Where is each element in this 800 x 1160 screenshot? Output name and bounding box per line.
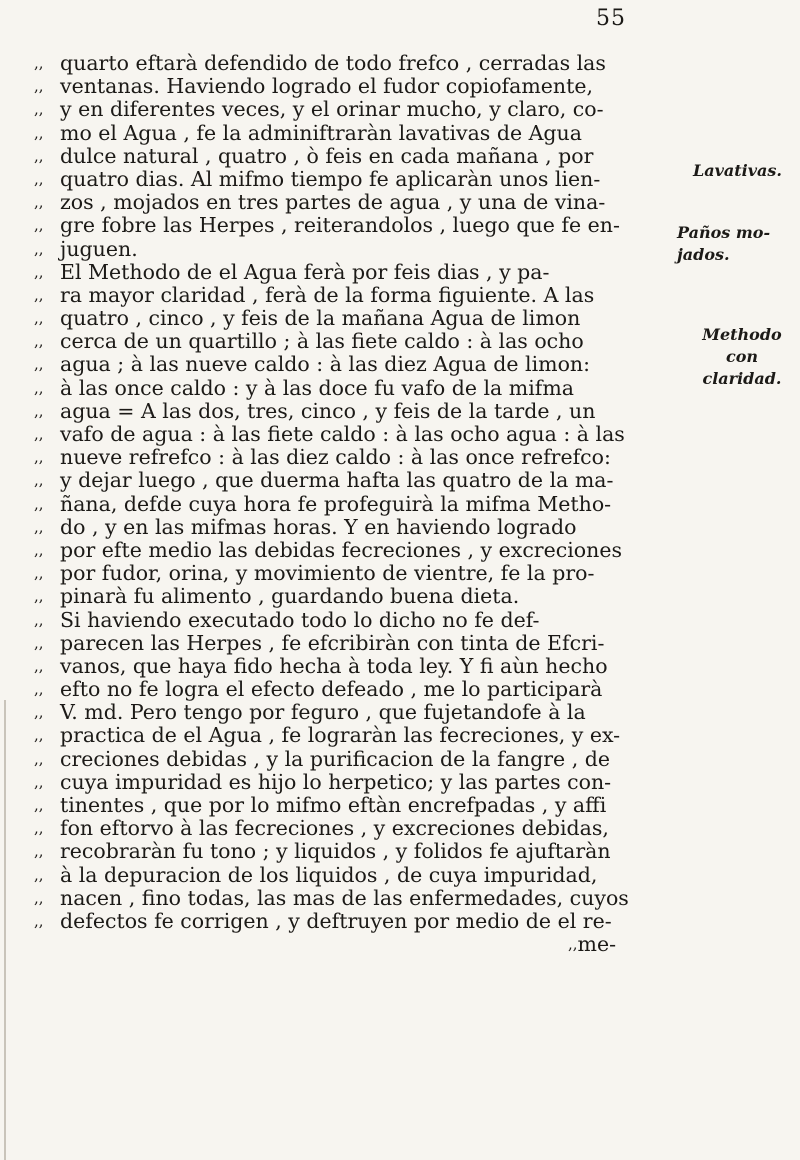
text-line-content: ventanas. Haviendo logrado el fudor copiofamente, <box>60 75 594 99</box>
catchword-line <box>34 933 634 956</box>
quotation-mark: ,, <box>34 54 44 72</box>
quotation-mark: ,, <box>34 471 44 490</box>
quotation-mark: ,, <box>34 680 44 699</box>
text-line-content: practica de el Agua , fe lograràn las fecreciones, y ex- <box>60 724 621 748</box>
text-line-content: zos , mojados en tres partes de agua , y una de vina- <box>60 191 606 215</box>
text-line <box>34 724 634 747</box>
text-line-content: mo el Agua , fe la adminiftraràn lavativas de Agua <box>60 121 582 145</box>
quotation-mark: ,, <box>34 100 44 119</box>
quotation-mark: ,, <box>34 772 44 791</box>
text-line <box>34 701 634 724</box>
text-line <box>34 771 634 794</box>
text-line <box>34 469 634 492</box>
text-line <box>34 678 634 701</box>
catchword: me- <box>577 933 616 957</box>
text-line-content: agua ; à las nueve caldo : à las diez Agua de limon: <box>60 353 591 377</box>
text-line <box>34 632 634 655</box>
text-line-content: à la depuracion de los liquidos , de cuya impuridad, <box>60 863 598 887</box>
quotation-mark: ,, <box>34 633 44 652</box>
text-line-content: Si haviendo executado todo lo dicho no fe def- <box>60 608 540 632</box>
quotation-mark: ,, <box>34 564 44 583</box>
text-line-content: à las once caldo : y à las doce fu vafo de la mifma <box>60 376 575 400</box>
text-line <box>34 98 634 121</box>
quotation-mark: ,, <box>34 796 44 814</box>
text-line <box>34 261 634 284</box>
text-line-content: nueve refrefco : à las diez caldo : à las once refrefco: <box>60 446 611 470</box>
page-number: 55 <box>596 6 626 31</box>
text-line <box>34 191 634 214</box>
quotation-mark: ,, <box>34 587 44 606</box>
text-line <box>34 655 634 678</box>
text-line <box>34 910 634 933</box>
page-edge-line <box>4 700 6 1160</box>
text-line-content: y dejar luego , que duerma hafta las quatro de la ma- <box>60 469 614 493</box>
text-line-content: quarto eftarà defendido de todo frefco , cerradas las <box>60 52 606 75</box>
quotation-mark: ,, <box>34 656 44 675</box>
text-line-content: efto no fe logra el efecto defeado , me lo participarà <box>60 678 603 702</box>
text-line <box>34 585 634 608</box>
text-line-content: El Methodo de el Agua ferà por feis dias , y pa- <box>60 260 550 284</box>
text-line-content: recobraràn fu tono ; y liquidos , y folidos fe ajuftaràn <box>60 840 611 864</box>
quotation-mark: ,, <box>34 332 44 351</box>
margin-note-methodo-line1: Methodo <box>702 325 782 344</box>
quotation-mark: ,, <box>34 888 44 907</box>
text-line <box>34 330 634 353</box>
quotation-mark: ,, <box>34 401 44 420</box>
quotation-mark: ,, <box>34 425 44 443</box>
quotation-mark: ,, <box>34 819 44 838</box>
margin-note-panos-line1: Paños mo- <box>677 223 771 242</box>
text-line-content: cuya impuridad es hijo lo herpetico; y las partes con- <box>60 770 612 794</box>
text-line <box>34 423 634 446</box>
quotation-mark: ,, <box>34 842 44 861</box>
text-line-content: ra mayor claridad , ferà de la forma figuiente. A las <box>60 283 595 307</box>
text-line <box>34 840 634 863</box>
quotation-mark: ,, <box>34 378 44 397</box>
text-line <box>34 377 634 400</box>
text-line-content: y en diferentes veces, y el orinar mucho, y claro, co- <box>60 98 604 122</box>
text-line-content: pinarà fu alimento , guardando buena dieta. <box>60 585 520 609</box>
text-line <box>34 307 634 330</box>
quotation-mark: ,, <box>34 540 44 559</box>
text-line <box>34 400 634 423</box>
margin-note-panos-line2: jados. <box>677 245 730 264</box>
text-line-content: gre fobre las Herpes , reiterandolos , luego que fe en- <box>60 214 620 238</box>
text-line-content: quatro dias. Al mifmo tiempo fe aplicaràn unos lien- <box>60 167 601 191</box>
text-line-content: quatro , cinco , y feis de la mañana Agua de limon <box>60 307 581 331</box>
text-line-content: defectos fe corrigen , y deftruyen por medio de el re- <box>60 909 612 933</box>
text-line <box>34 145 634 168</box>
text-line-content: V. md. Pero tengo por feguro , que fujetandofe à la <box>60 701 586 725</box>
text-line <box>34 609 634 632</box>
margin-note-lavativas-text: Lavativas. <box>693 161 782 180</box>
quotation-mark: ,, <box>34 911 44 930</box>
text-line <box>34 817 634 840</box>
text-line-content: parecen las Herpes , fe efcribiràn con tinta de Efcri- <box>60 631 605 655</box>
text-line <box>34 168 634 191</box>
quotation-mark: ,, <box>34 193 44 212</box>
text-line <box>34 539 634 562</box>
quotation-mark: ,, <box>34 239 44 258</box>
margin-note-methodo-line2: con claridad. <box>702 347 782 388</box>
text-line-content: creciones debidas , y la purificacion de la fangre , de <box>60 747 610 771</box>
quotation-mark: ,, <box>34 146 44 165</box>
quotation-mark: ,, <box>34 123 44 142</box>
quotation-mark: ,, <box>34 494 44 513</box>
quotation-mark: ,, <box>34 216 44 235</box>
text-line <box>34 748 634 771</box>
text-line-content: por efte medio las debidas fecreciones , y excreciones <box>60 538 622 562</box>
text-line-content: dulce natural , quatro , ò feis en cada mañana , por <box>60 144 594 168</box>
text-line <box>34 516 634 539</box>
text-line-content: ñana, defde cuya hora fe profeguirà la mifma Metho- <box>60 492 612 516</box>
text-line-content: vafo de agua : à las fiete caldo : à las ocho agua : à las <box>60 423 625 446</box>
quotation-mark: ,, <box>34 355 44 374</box>
quotation-mark: ,, <box>34 309 44 328</box>
text-line <box>34 794 634 817</box>
text-line <box>34 284 634 307</box>
quotation-mark: ,, <box>34 169 44 188</box>
text-line-content: juguen. <box>60 237 138 261</box>
quotation-mark: ,, <box>34 448 44 467</box>
text-line <box>34 238 634 261</box>
margin-note-methodo <box>687 324 797 390</box>
text-line <box>34 446 634 469</box>
text-line <box>34 562 634 585</box>
quotation-mark: ,, <box>34 749 44 768</box>
body-text <box>34 52 634 956</box>
margin-note-lavativas <box>693 160 782 182</box>
quotation-mark: ,, <box>34 610 44 629</box>
text-line-content: agua = A las dos, tres, cinco , y feis de la tarde , un <box>60 399 596 423</box>
text-line <box>34 214 634 237</box>
text-line <box>34 887 634 910</box>
text-line-content: do , y en las mifmas horas. Y en haviendo logrado <box>60 515 577 539</box>
text-line <box>34 52 634 75</box>
margin-note-panos <box>677 222 795 266</box>
text-line <box>34 122 634 145</box>
text-line-content: tinentes , que por lo mifmo eftàn encrefpadas , y affi <box>60 794 607 817</box>
quotation-mark: ,, <box>34 285 44 304</box>
quotation-mark: ,, <box>34 703 44 722</box>
text-line-content: por fudor, orina, y movimiento de vientre, fe la pro- <box>60 562 595 586</box>
text-line <box>34 75 634 98</box>
text-line <box>34 353 634 376</box>
quotation-mark: ,, <box>34 262 44 281</box>
quotation-mark: ,, <box>34 865 44 884</box>
quotation-mark: ,, <box>567 935 578 954</box>
text-line <box>34 493 634 516</box>
text-line-content: cerca de un quartillo ; à las fiete caldo : à las ocho <box>60 330 584 354</box>
quotation-mark: ,, <box>34 77 44 96</box>
text-line-content: vanos, que haya fido hecha à toda ley. Y fi aùn hecho <box>60 654 608 678</box>
text-line <box>34 864 634 887</box>
text-line-content: fon eftorvo à las fecreciones , y excreciones debidas, <box>60 817 609 841</box>
quotation-mark: ,, <box>34 726 44 745</box>
quotation-mark: ,, <box>34 517 44 536</box>
text-line-content: nacen , fino todas, las mas de las enfermedades, cuyos <box>60 886 629 910</box>
